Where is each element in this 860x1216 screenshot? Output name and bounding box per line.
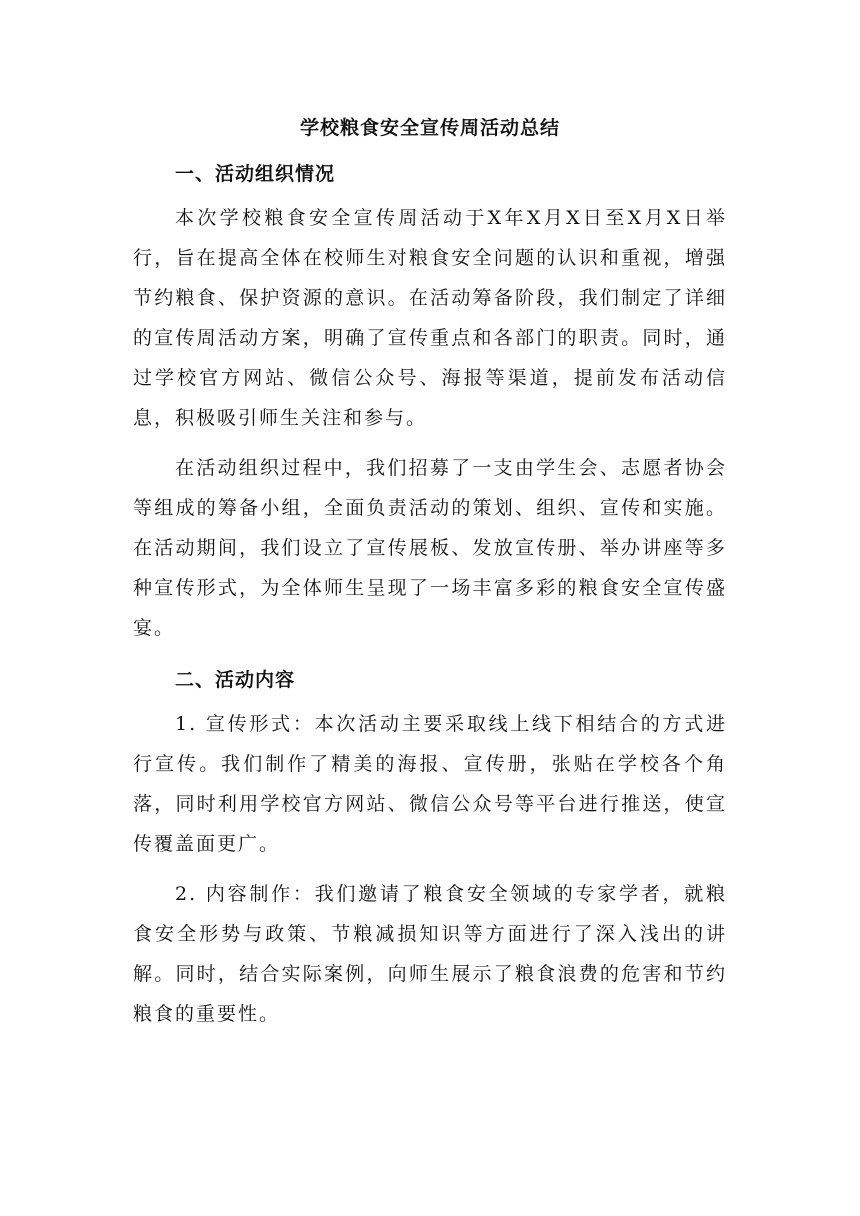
section-heading-content: 二、活动内容 [175, 669, 296, 691]
paragraph: 本次学校粮食安全宣传周活动于X年X月X日至X月X日举行，旨在提高全体在校师生对粮食安全问题的认识和重视，增强节约粮食、保护资源的意识。在活动筹备阶段，我们制定了详细的宣传周活动方案，明确了宣传重点和各部门的职责。同时，通过学校官方网站、微信公众号、海报等渠道，提前发布活动信息，积极吸引师生关注和参与。 [133, 207, 727, 429]
document-body [133, 110, 727, 1034]
paragraph: 在活动组织过程中，我们招募了一支由学生会、志愿者协会等组成的筹备小组，全面负责活动的策划、组织、宣传和实施。在活动期间，我们设立了宣传展板、发放宣传册、举办讲座等多种宣传形式，为全体师生呈现了一场丰富多彩的粮食安全宣传盛宴。 [133, 457, 727, 639]
paragraph: 2. 内容制作：我们邀请了粮食安全领域的专家学者，就粮食安全形势与政策、节粮减损知识等方面进行了深入浅出的讲解。同时，结合实际案例，向师生展示了粮食浪费的危害和节约粮食的重要性。 [133, 883, 727, 1025]
document-title: 学校粮食安全宣传周活动总结 [299, 117, 560, 139]
paragraph: 1. 宣传形式：本次活动主要采取线上线下相结合的方式进行宣传。我们制作了精美的海报、宣传册，张贴在学校各个角落，同时利用学校官方网站、微信公众号等平台进行推送，使宣传覆盖面更广。 [133, 713, 727, 855]
section-heading-organization: 一、活动组织情况 [175, 163, 336, 185]
